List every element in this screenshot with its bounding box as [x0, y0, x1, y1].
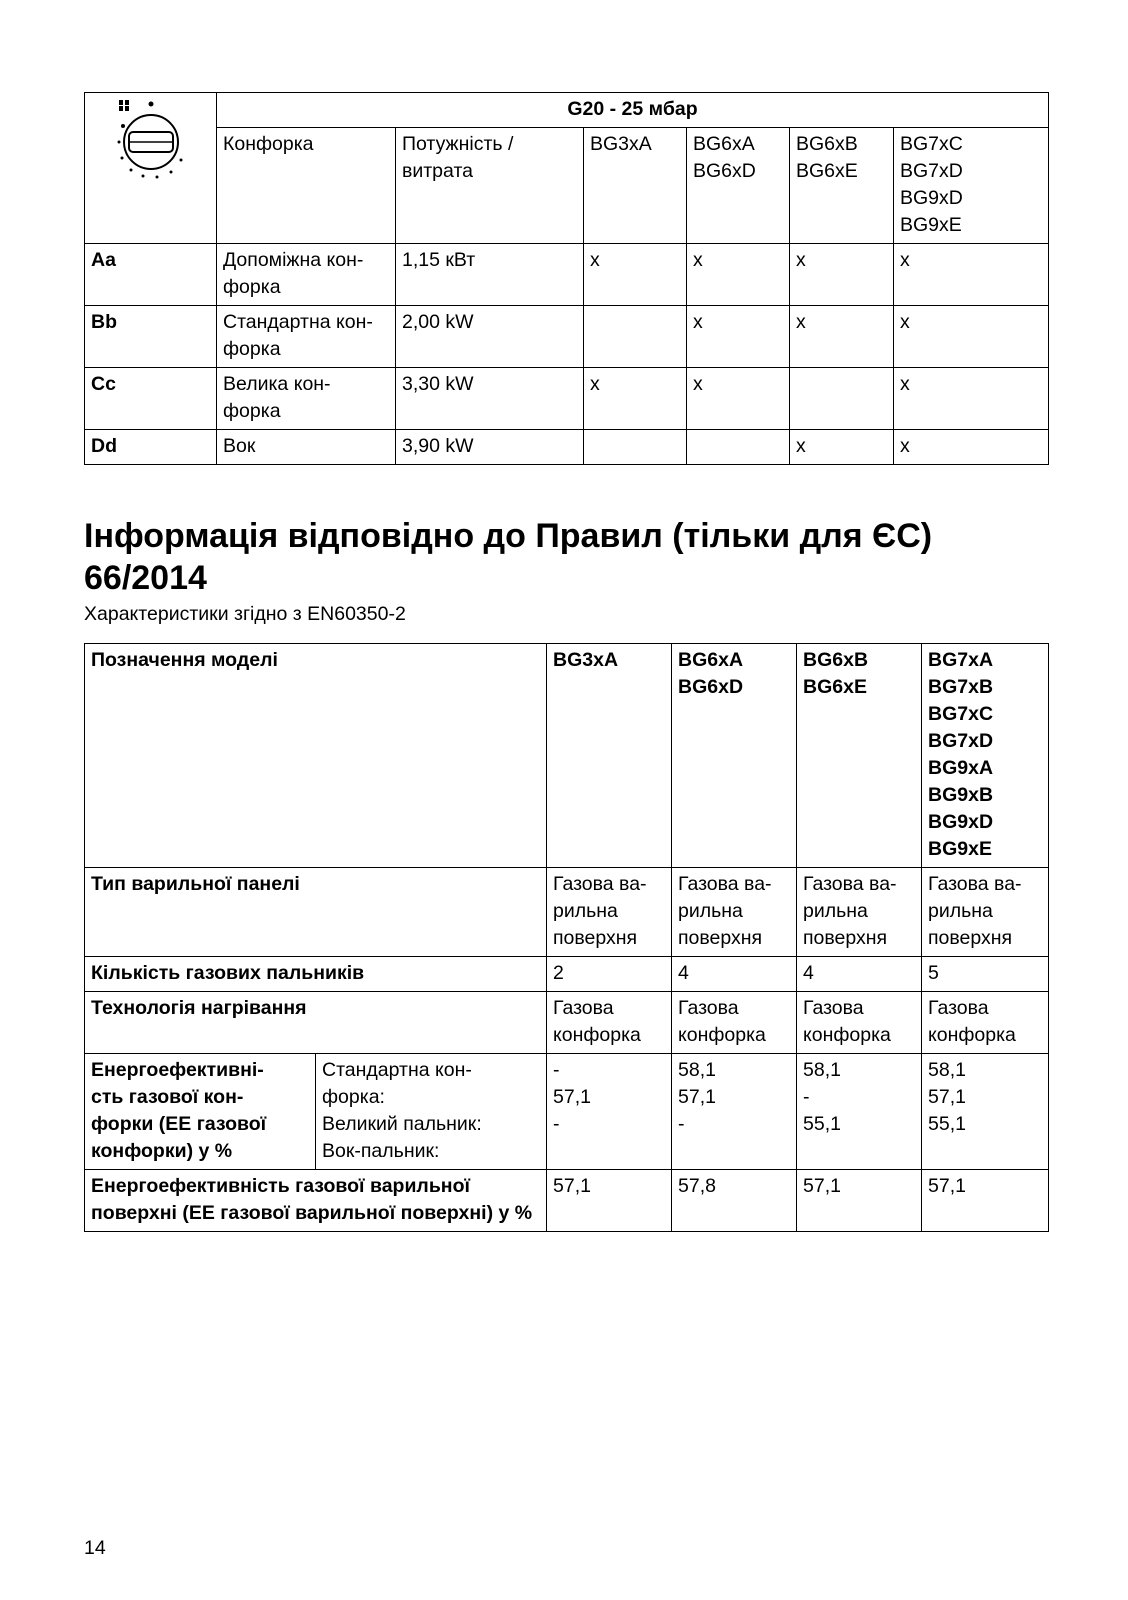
model-mark: [790, 368, 894, 430]
model-mark: x: [687, 306, 790, 368]
col-burner-header: Конфорка: [217, 128, 396, 244]
burner-code: Aa: [85, 244, 217, 306]
model-mark: x: [894, 306, 1049, 368]
hob-type-value: Газова ва- рильна поверхня: [547, 868, 672, 957]
hob-efficiency-value: 57,8: [672, 1170, 797, 1232]
model-mark: [584, 430, 687, 465]
table-row: [85, 306, 1049, 368]
hob-type-value: Газова ва- рильна поверхня: [922, 868, 1049, 957]
model-mark: x: [790, 306, 894, 368]
model-mark: x: [687, 368, 790, 430]
col-model-header: BG6xA BG6xD: [687, 128, 790, 244]
model-name: BG6xA BG6xD: [672, 644, 797, 868]
gas-type-header: G20 - 25 мбар: [217, 93, 1049, 128]
burner-power: 1,15 кВт: [396, 244, 584, 306]
burner-name: Вок: [217, 430, 396, 465]
burner-table: [84, 92, 1049, 465]
burner-power: 3,30 kW: [396, 368, 584, 430]
table-row: [85, 1170, 1049, 1232]
burner-count-value: 4: [797, 957, 922, 992]
burner-efficiency-value: 58,1 57,1 55,1: [922, 1054, 1049, 1170]
burner-name: Стандартна кон- форка: [217, 306, 396, 368]
heating-tech-value: Газова конфорка: [672, 992, 797, 1054]
model-mark: x: [894, 244, 1049, 306]
col-model-header: BG7xC BG7xD BG9xD BG9xE: [894, 128, 1049, 244]
model-mark: x: [687, 244, 790, 306]
hob-efficiency-value: 57,1: [922, 1170, 1049, 1232]
burner-count-label: Кількість газових пальників: [85, 957, 547, 992]
table-row: [85, 868, 1049, 957]
hob-type-label: Тип варильної панелі: [85, 868, 547, 957]
model-name: BG7xA BG7xB BG7xC BG7xD BG9xA BG9xB BG9xD BG9xE: [922, 644, 1049, 868]
control-knob-icon: [111, 98, 191, 180]
burner-name: Допоміжна кон- форка: [217, 244, 396, 306]
heating-tech-value: Газова конфорка: [547, 992, 672, 1054]
section-title: Інформація відповідно до Правил (тільки для ЄС) 66/2014: [84, 517, 933, 597]
table-row: [85, 644, 1049, 868]
model-mark: [584, 306, 687, 368]
burner-efficiency-types: Стандартна кон- форка: Великий пальник: Вок-пальник:: [316, 1054, 547, 1170]
burner-table-header-row: [85, 93, 1049, 128]
burner-efficiency-value: 58,1 - 55,1: [797, 1054, 922, 1170]
table-row: [85, 244, 1049, 306]
hob-type-value: Газова ва- рильна поверхня: [797, 868, 922, 957]
model-mark: x: [584, 368, 687, 430]
model-name: BG3xA: [547, 644, 672, 868]
page-number: 14: [84, 1537, 106, 1559]
model-designation-label: Позначення моделі: [85, 644, 547, 868]
burner-name: Велика кон- форка: [217, 368, 396, 430]
hob-efficiency-value: 57,1: [797, 1170, 922, 1232]
model-name: BG6xB BG6xE: [797, 644, 922, 868]
table-row: [85, 1054, 1049, 1170]
table-row: [85, 992, 1049, 1054]
burner-code: Cc: [85, 368, 217, 430]
table-row: [85, 957, 1049, 992]
heating-tech-value: Газова конфорка: [922, 992, 1049, 1054]
table-row: [85, 368, 1049, 430]
model-mark: x: [894, 430, 1049, 465]
hob-efficiency-value: 57,1: [547, 1170, 672, 1232]
burner-efficiency-label: Енергоефективні- сть газової кон- форки (EE газової конфорки) у %: [85, 1054, 316, 1170]
burner-power: 3,90 kW: [396, 430, 584, 465]
model-mark: [687, 430, 790, 465]
burner-table-column-row: [85, 128, 1049, 244]
burner-count-value: 2: [547, 957, 672, 992]
col-model-header: BG6xB BG6xE: [790, 128, 894, 244]
hob-type-value: Газова ва- рильна поверхня: [672, 868, 797, 957]
burner-code: Bb: [85, 306, 217, 368]
heating-tech-label: Технологія нагрівання: [85, 992, 547, 1054]
model-mark: x: [790, 244, 894, 306]
burner-count-value: 5: [922, 957, 1049, 992]
section-subtitle: Характеристики згідно з EN60350-2: [84, 603, 406, 625]
heating-tech-value: Газова конфорка: [797, 992, 922, 1054]
col-power-header: Потужність / витрата: [396, 128, 584, 244]
burner-code: Dd: [85, 430, 217, 465]
model-mark: x: [790, 430, 894, 465]
col-model-header: BG3xA: [584, 128, 687, 244]
knob-icon-cell: [85, 93, 217, 244]
burner-count-value: 4: [672, 957, 797, 992]
table-row: [85, 430, 1049, 465]
burner-efficiency-value: 58,1 57,1 -: [672, 1054, 797, 1170]
eu-regulation-table: [84, 643, 1049, 1232]
hob-efficiency-label: Енергоефективність газової варильної поверхні (EE газової варильної поверхні) у %: [85, 1170, 547, 1232]
model-mark: x: [894, 368, 1049, 430]
burner-power: 2,00 kW: [396, 306, 584, 368]
model-mark: x: [584, 244, 687, 306]
burner-efficiency-value: - 57,1 -: [547, 1054, 672, 1170]
